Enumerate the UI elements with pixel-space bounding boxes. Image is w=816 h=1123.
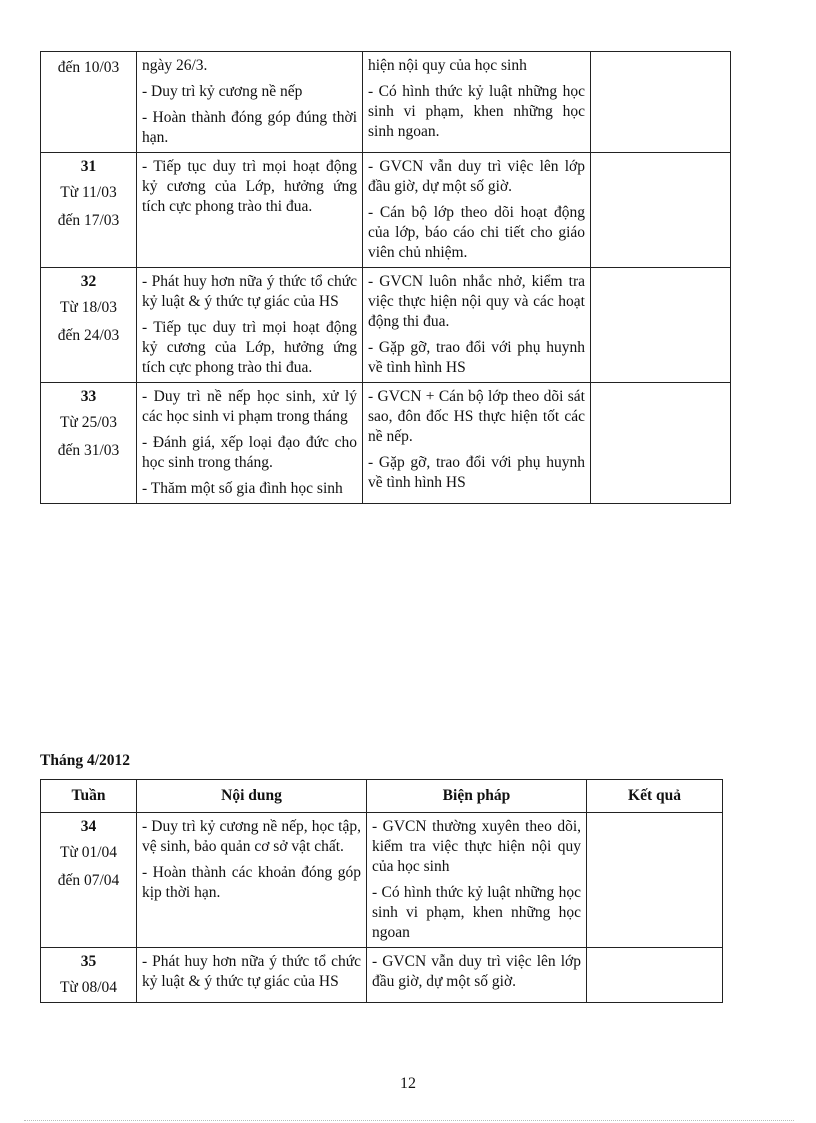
- content-item: - Duy trì kỷ cương nề nếp: [142, 83, 303, 100]
- content-cell: [137, 383, 363, 504]
- table-header-row: [41, 780, 723, 813]
- measure-item: - GVCN luôn nhắc nhở, kiểm tra việc thực hiện nội quy và các hoạt động thi đua.: [368, 273, 585, 330]
- result-cell: [591, 268, 731, 383]
- week-dates: đến 31/03: [57, 442, 120, 459]
- table-row: [41, 153, 731, 268]
- table-row: [41, 383, 731, 504]
- content-item: ngày 26/3.: [142, 57, 208, 74]
- measures-cell: [363, 268, 591, 383]
- table-row: [41, 268, 731, 383]
- plan-table-april: [40, 779, 723, 1003]
- measures-cell: [363, 153, 591, 268]
- week-dates: đến 17/03: [57, 212, 120, 229]
- week-number: 33: [80, 388, 97, 405]
- measures-cell: [367, 948, 587, 1003]
- week-number: 32: [80, 273, 97, 290]
- measures-cell: [363, 52, 591, 153]
- week-dates: Từ 08/04: [59, 979, 118, 996]
- content-cell: [137, 813, 367, 948]
- page-number: 12: [400, 1075, 416, 1092]
- measures-cell: [367, 813, 587, 948]
- measure-item: - Có hình thức kỷ luật những học sinh vi phạm, khen những học sinh ngoan.: [368, 83, 585, 140]
- page-bottom-rule: [24, 1120, 794, 1121]
- measure-item: - Có hình thức kỷ luật những học sinh vi phạm, khen những học ngoan: [372, 884, 581, 941]
- week-dates: Từ 11/03: [60, 184, 117, 201]
- result-cell: [591, 52, 731, 153]
- content-item: - Thăm một số gia đình học sinh: [142, 480, 343, 497]
- header-content: Nội dung: [137, 780, 367, 813]
- table-row: [41, 948, 723, 1003]
- measure-item: - Gặp gỡ, trao đổi với phụ huynh về tình hình HS: [368, 339, 585, 376]
- content-item: - Phát huy hơn nữa ý thức tổ chức kỷ luật & ý thức tự giác của HS: [142, 273, 357, 310]
- week-number: 34: [80, 818, 97, 835]
- content-item: - Duy trì nề nếp học sinh, xử lý các học sinh vi phạm trong tháng: [142, 388, 357, 425]
- table-row: [41, 813, 723, 948]
- week-dates: đến 24/03: [57, 327, 120, 344]
- week-cell: [41, 813, 137, 948]
- week-cell: [41, 948, 137, 1003]
- month-title: Tháng 4/2012: [40, 752, 131, 769]
- measure-item: - Cán bộ lớp theo dõi hoạt động của lớp, báo cáo chi tiết cho giáo viên chủ nhiệm.: [368, 204, 585, 261]
- content-cell: [137, 52, 363, 153]
- week-number: 35: [80, 953, 97, 970]
- result-cell: [591, 383, 731, 504]
- week-dates: Từ 01/04: [59, 844, 118, 861]
- measure-item: - GVCN + Cán bộ lớp theo dõi sát sao, đôn đốc HS thực hiện tốt các nề nếp.: [368, 388, 585, 445]
- result-cell: [591, 153, 731, 268]
- measure-item: - GVCN vẫn duy trì việc lên lớp đầu giờ, dự một số giờ.: [372, 953, 581, 990]
- measure-item: - GVCN thường xuyên theo dõi, kiểm tra việc thực hiện nội quy của học sinh: [372, 818, 581, 875]
- content-item: - Tiếp tục duy trì mọi hoạt động kỷ cương của Lớp, hưởng ứng tích cực phong trào thi đua.: [142, 158, 357, 215]
- week-number: 31: [80, 158, 97, 175]
- content-item: - Phát huy hơn nữa ý thức tổ chức kỷ luật & ý thức tự giác của HS: [142, 953, 361, 990]
- result-cell: [587, 813, 723, 948]
- week-cell: [41, 153, 137, 268]
- table-row: [41, 52, 731, 153]
- week-cell: [41, 268, 137, 383]
- content-cell: [137, 948, 367, 1003]
- week-dates: Từ 18/03: [59, 299, 118, 316]
- content-item: - Duy trì kỷ cương nề nếp, học tập, vệ sinh, bảo quản cơ sở vật chất.: [142, 818, 361, 855]
- week-dates: Từ 25/03: [59, 414, 118, 431]
- content-cell: [137, 153, 363, 268]
- header-measures: Biện pháp: [367, 780, 587, 813]
- content-cell: [137, 268, 363, 383]
- week-cell: [41, 52, 137, 153]
- header-result: Kết quả: [587, 780, 723, 813]
- result-cell: [587, 948, 723, 1003]
- measure-item: - Gặp gỡ, trao đổi với phụ huynh về tình hình HS: [368, 454, 585, 491]
- measure-item: - GVCN vẫn duy trì việc lên lớp đầu giờ, dự một số giờ.: [368, 158, 585, 195]
- content-item: - Hoàn thành đóng góp đúng thời hạn.: [142, 109, 357, 146]
- week-dates: đến 10/03: [57, 59, 120, 76]
- content-item: - Tiếp tục duy trì mọi hoạt động kỷ cương của Lớp, hưởng ứng tích cực phong trào thi đua.: [142, 319, 357, 376]
- week-cell: [41, 383, 137, 504]
- content-item: - Hoàn thành các khoản đóng góp kịp thời hạn.: [142, 864, 361, 901]
- measures-cell: [363, 383, 591, 504]
- content-item: - Đánh giá, xếp loại đạo đức cho học sinh trong tháng.: [142, 434, 357, 471]
- measure-item: hiện nội quy của học sinh: [368, 57, 527, 74]
- header-week: Tuần: [41, 780, 137, 813]
- plan-table-march: [40, 51, 731, 504]
- week-dates: đến 07/04: [57, 872, 120, 889]
